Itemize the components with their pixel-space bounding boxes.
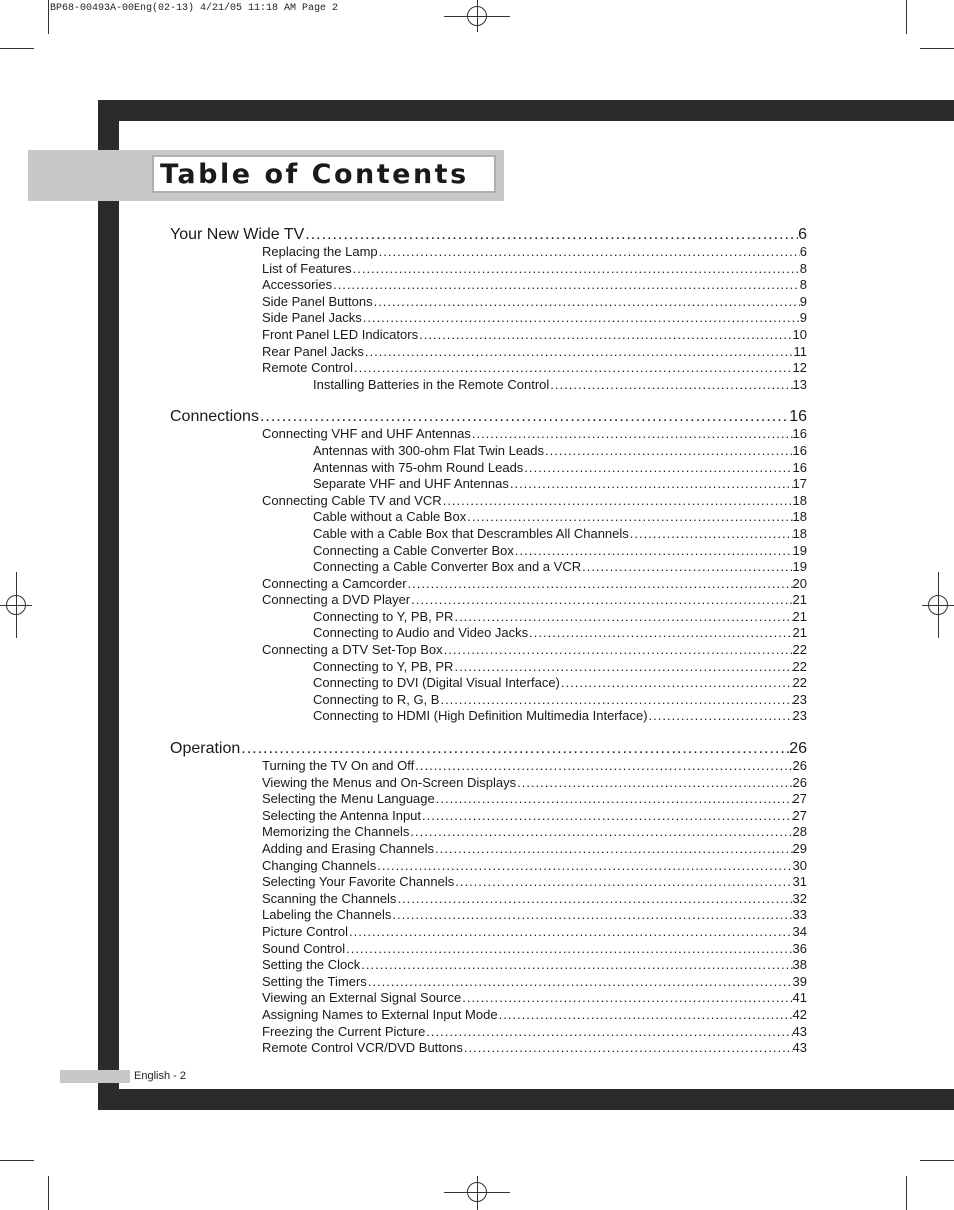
toc-page-number: 38 [792,957,807,973]
toc-entry-label: Your New Wide TV [170,226,305,243]
dot-leader [362,310,800,327]
toc-entry[interactable] [170,874,807,891]
toc-page-number: 18 [792,525,807,541]
dot-leader [648,708,793,725]
toc-entry-label: Front Panel LED Indicators [262,326,419,342]
toc-page-number: 16 [792,442,807,458]
toc-entry[interactable] [170,957,807,974]
toc-entry-label: Assigning Names to External Input Mode [262,1006,498,1022]
page-title: Table of Contents [160,159,469,190]
dot-leader [410,592,792,609]
dot-leader [463,1040,793,1057]
dot-leader [498,1007,793,1024]
footer-bar [60,1070,130,1083]
toc-page-number: 18 [792,509,807,525]
toc-page-number: 22 [792,658,807,674]
toc-entry[interactable] [170,426,807,443]
toc-entry-label: Connecting Cable TV and VCR [262,492,442,508]
toc-page-number: 16 [789,408,807,426]
toc-page-number: 12 [792,360,807,376]
toc-entry[interactable] [170,476,807,493]
toc-entry-label: Connecting to HDMI (High Definition Multimedia Interface) [313,708,648,724]
dot-leader [434,841,793,858]
toc-entry[interactable] [170,277,807,294]
toc-entry[interactable] [170,808,807,825]
toc-page-number: 8 [799,260,807,276]
toc-entry-label: Labeling the Channels [262,907,392,923]
toc-page-number: 16 [792,426,807,442]
toc-page-number: 16 [792,459,807,475]
toc-page-number: 21 [792,608,807,624]
toc-page-number: 30 [792,857,807,873]
section-gap [170,393,807,408]
crop-mark [906,1176,907,1210]
toc-page-number: 9 [799,293,807,309]
toc-entry[interactable] [170,824,807,841]
dot-leader [442,493,793,510]
toc-entry-label: Connecting to R, G, B [313,691,440,707]
toc-entry[interactable] [170,692,807,709]
toc-page-number: 6 [799,244,807,259]
toc-page-number: 27 [792,807,807,823]
table-of-contents [170,226,807,1057]
toc-page-number: 6 [798,226,807,243]
frame-bottom-bar [98,1089,954,1110]
dot-leader [425,1024,792,1041]
dot-leader [454,874,792,891]
toc-entry[interactable] [170,659,807,676]
dot-leader [544,443,793,460]
dot-leader [435,791,793,808]
dot-leader [581,559,792,576]
toc-page-number: 9 [799,310,807,326]
toc-entry[interactable] [170,907,807,924]
toc-entry-label: Antennas with 300-ohm Flat Twin Leads [313,442,545,458]
toc-entry[interactable] [170,261,807,278]
toc-page-number: 28 [792,824,807,840]
toc-entry-label: Cable with a Cable Box that Descrambles All Channels [313,525,629,541]
dot-leader [364,344,794,361]
toc-entry-label: Rear Panel Jacks [262,343,364,359]
toc-entry-label: Connecting a Camcorder [262,575,407,591]
toc-page-number: 19 [792,542,807,558]
crop-mark [48,1176,49,1210]
toc-entry[interactable] [170,327,807,344]
toc-entry-label: Connecting to Y, PB, PR [313,658,454,674]
toc-page-number: 8 [799,277,807,293]
toc-entry-label: List of Features [262,260,352,276]
toc-entry[interactable] [170,758,807,775]
toc-page-number: 26 [789,740,807,758]
dot-leader [353,360,792,377]
toc-entry-label: Scanning the Channels [262,890,397,906]
toc-page-number: 43 [792,1023,807,1039]
crop-mark [0,48,34,49]
dot-leader [332,277,800,294]
toc-page-number: 31 [792,874,807,890]
toc-entry[interactable] [170,493,807,510]
toc-entry-label: Connecting a Cable Converter Box [313,542,514,558]
toc-entry-label: Setting the Clock [262,957,361,973]
dot-leader [466,509,792,526]
dot-leader [259,408,789,426]
toc-page-number: 34 [792,923,807,939]
toc-entry[interactable] [170,974,807,991]
toc-page-number: 39 [792,973,807,989]
dot-leader [373,294,800,311]
toc-page-number: 22 [792,642,807,658]
toc-entry-label: Sound Control [262,940,346,956]
toc-entry[interactable] [170,675,807,692]
toc-entry[interactable] [170,526,807,543]
toc-entry[interactable] [170,559,807,576]
frame-top-bar [98,100,954,121]
toc-entry-label: Selecting the Menu Language [262,791,435,807]
dot-leader [560,675,793,692]
toc-entry[interactable] [170,990,807,1007]
toc-section-heading[interactable] [170,226,807,244]
toc-entry-label: Side Panel Jacks [262,310,362,326]
toc-page-number: 27 [792,791,807,807]
toc-entry-label: Viewing the Menus and On-Screen Displays [262,774,517,790]
dot-leader [352,261,800,278]
dot-leader [348,924,793,941]
dot-leader [421,808,793,825]
crop-mark [920,48,954,49]
dot-leader [523,460,792,477]
dot-leader [396,891,792,908]
toc-entry-label: Remote Control VCR/DVD Buttons [262,1040,463,1056]
toc-entry-label: Setting the Timers [262,973,367,989]
toc-page-number: 43 [792,1040,807,1056]
toc-page-number: 42 [792,1006,807,1022]
toc-entry[interactable] [170,592,807,609]
dot-leader [240,740,789,758]
toc-entry[interactable] [170,543,807,560]
dot-leader [409,824,792,841]
toc-page-number: 26 [792,774,807,790]
toc-entry[interactable] [170,310,807,327]
toc-entry-label: Cable without a Cable Box [313,509,467,525]
print-slug: BP68-00493A-00Eng(02-13) 4/21/05 11:18 AM Page 2 [50,3,339,14]
toc-page-number: 32 [792,890,807,906]
toc-entry-label: Connections [170,408,259,426]
toc-page-number: 33 [792,907,807,923]
toc-entry[interactable] [170,858,807,875]
dot-leader [471,426,793,443]
toc-entry[interactable] [170,576,807,593]
toc-entry-label: Connecting a DTV Set-Top Box [262,642,443,658]
toc-entry[interactable] [170,244,807,261]
dot-leader [360,957,792,974]
dot-leader [407,576,793,593]
crop-mark [0,1160,34,1161]
dot-leader [514,543,793,560]
dot-leader [378,244,800,261]
toc-entry-label: Remote Control [262,360,354,376]
toc-page-number: 20 [792,575,807,591]
toc-page-number: 21 [792,592,807,608]
dot-leader [367,974,793,991]
toc-entry-label: Antennas with 75-ohm Round Leads [313,459,524,475]
crop-mark [920,1160,954,1161]
toc-entry-label: Turning the TV On and Off [262,758,415,774]
toc-entry[interactable] [170,509,807,526]
crop-mark [48,0,49,34]
dot-leader [453,659,792,676]
toc-page-number: 19 [792,559,807,575]
toc-page-number: 17 [792,476,807,492]
toc-entry-label: Operation [170,740,241,758]
toc-page-number: 41 [792,990,807,1006]
toc-entry-label: Picture Control [262,923,348,939]
toc-entry[interactable] [170,443,807,460]
toc-entry-label: Connecting to Audio and Video Jacks [313,625,529,641]
toc-entry-label: Viewing an External Signal Source [262,990,462,1006]
dot-leader [304,226,798,244]
toc-entry[interactable] [170,924,807,941]
frame-left-bar [98,100,119,1110]
toc-entry-label: Changing Channels [262,857,377,873]
toc-entry-label: Adding and Erasing Channels [262,841,435,856]
toc-entry-label: Freezing the Current Picture [262,1023,426,1039]
toc-entry-label: Memorizing the Channels [262,824,410,840]
dot-leader [443,642,793,659]
dot-leader [376,858,792,875]
dot-leader [439,692,792,709]
section-gap [170,725,807,740]
toc-entry-label: Connecting a Cable Converter Box and a VCR [313,559,582,575]
toc-entry-label: Installing Batteries in the Remote Control [313,376,550,392]
toc-entry[interactable] [170,294,807,311]
toc-entry[interactable] [170,891,807,908]
toc-entry[interactable] [170,360,807,377]
toc-entry[interactable] [170,642,807,659]
toc-page-number: 23 [792,708,807,724]
toc-entry-label: Connecting to DVI (Digital Visual Interface) [313,675,560,691]
toc-page-number: 29 [792,841,807,856]
toc-page-number: 22 [792,675,807,691]
toc-entry[interactable] [170,791,807,808]
toc-entry-label: Side Panel Buttons [262,293,373,309]
toc-entry[interactable] [170,460,807,477]
toc-page-number: 11 [793,343,807,359]
toc-entry[interactable] [170,941,807,958]
toc-page-number: 13 [792,376,807,392]
dot-leader [453,609,792,626]
toc-page-number: 18 [792,492,807,508]
toc-entry-label: Connecting a DVD Player [262,592,411,608]
dot-leader [414,758,792,775]
toc-section-heading[interactable] [170,408,807,426]
toc-page-number: 36 [792,940,807,956]
dot-leader [509,476,793,493]
toc-entry-label: Accessories [262,277,333,293]
dot-leader [418,327,792,344]
toc-entry-label: Separate VHF and UHF Antennas [313,476,509,492]
toc-page-number: 21 [792,625,807,641]
toc-page-number: 26 [792,758,807,774]
title-box [152,155,496,193]
dot-leader [629,526,793,543]
toc-entry[interactable] [170,841,807,858]
toc-entry[interactable] [170,609,807,626]
crop-mark [906,0,907,34]
toc-page-number: 23 [792,691,807,707]
toc-entry[interactable] [170,1024,807,1041]
toc-entry[interactable] [170,1040,807,1057]
toc-entry[interactable] [170,1007,807,1024]
toc-entry[interactable] [170,377,807,394]
page-footer: English - 2 [134,1070,186,1082]
toc-page-number: 10 [792,326,807,342]
dot-leader [516,775,792,792]
dot-leader [528,625,792,642]
dot-leader [391,907,792,924]
dot-leader [345,941,792,958]
toc-entry[interactable] [170,344,807,361]
toc-entry[interactable] [170,775,807,792]
toc-entry-label: Connecting to Y, PB, PR [313,608,454,624]
toc-entry-label: Selecting the Antenna Input [262,807,422,823]
toc-entry[interactable] [170,708,807,725]
toc-entry-label: Selecting Your Favorite Channels [262,874,455,890]
toc-entry-label: Replacing the Lamp [262,244,378,259]
toc-entry[interactable] [170,625,807,642]
toc-section-heading[interactable] [170,740,807,758]
dot-leader [461,990,792,1007]
toc-entry-label: Connecting VHF and UHF Antennas [262,426,471,442]
dot-leader [549,377,792,394]
